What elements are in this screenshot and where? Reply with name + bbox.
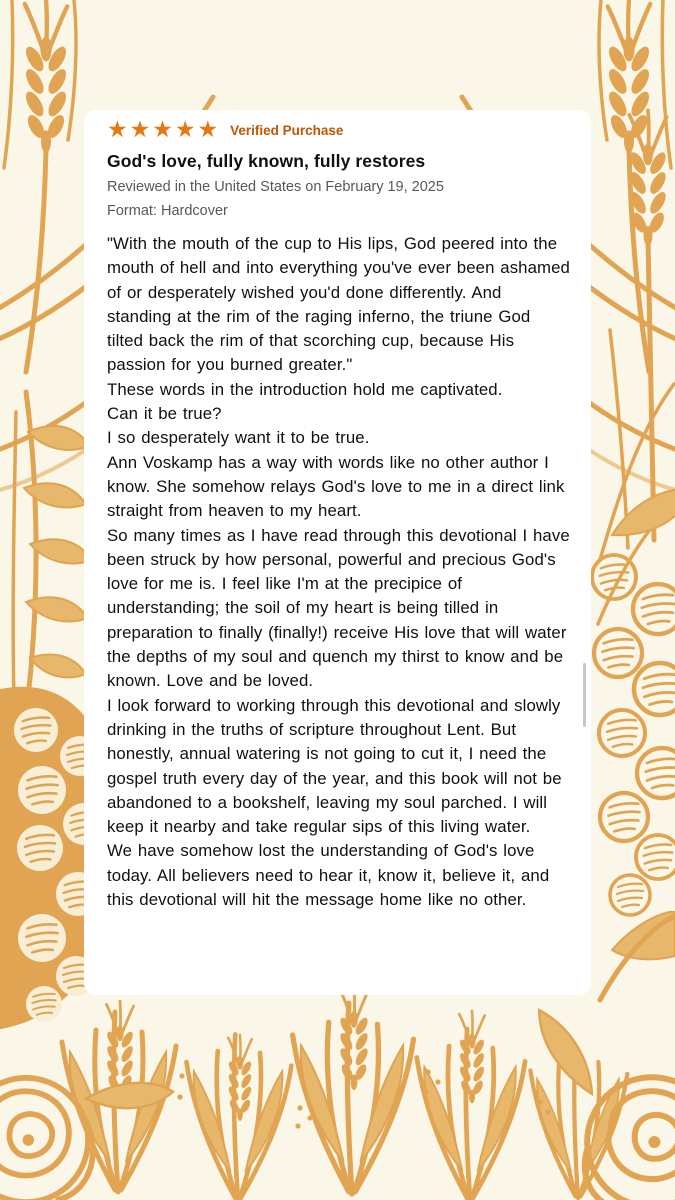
review-format: Format: Hardcover [107, 203, 228, 219]
review-paragraph: I so desperately want it to be true. [107, 428, 370, 448]
review-paragraph: We have somehow lost the understanding of God's love today. All believers need to hear it, know it, believe it, and this devotional will hit the message home like no other. [107, 841, 550, 910]
review-card [84, 110, 591, 995]
review-paragraph: I look forward to working through this devotional and slowly drinking in the truths of scripture throughout Lent. But honestly, annual watering is not going to cut it, I need the gospel truth every day of the year, and this book will not be abandoned to a bookshelf, leaving my soul parched. I will keep it nearby and take regular sips of this living water. [107, 695, 562, 837]
review-paragraph: Can it be true? [107, 404, 222, 424]
review-title: God's love, fully known, fully restores [107, 151, 426, 171]
verified-purchase-badge: Verified Purchase [230, 122, 344, 138]
review-paragraph: So many times as I have read through this devotional I have been struck by how personal, powerful and precious God's love for me is. I feel like I'm at the precipice of understanding; the soil of my heart is being tilled in preparation to finally (finally!) receive His love that will water the depths of my soul and quench my thirst to know and be known. Love and be loved. [107, 525, 570, 691]
review-body [107, 232, 571, 912]
review-header-row [107, 116, 569, 144]
review-paragraph: "With the mouth of the cup to His lips, God peered into the mouth of hell and into everything you've ever been ashamed of or desperately wished you'd done differently. And standing at the rim of the raging inferno, the triune God tilted back the rim of that scorching cup, because His passion for you burned greater." [107, 234, 570, 375]
review-paragraph: These words in the introduction hold me captivated. [107, 379, 503, 399]
star-rating-icons: ★★★★★ [107, 116, 221, 143]
review-paragraph: Ann Voskamp has a way with words like no other author I know. She somehow relays God's love to me in a direct link straight from heaven to my heart. [107, 452, 565, 521]
scrollbar-thumb[interactable] [583, 663, 586, 727]
review-location-date: Reviewed in the United States on February 19, 2025 [107, 179, 444, 195]
